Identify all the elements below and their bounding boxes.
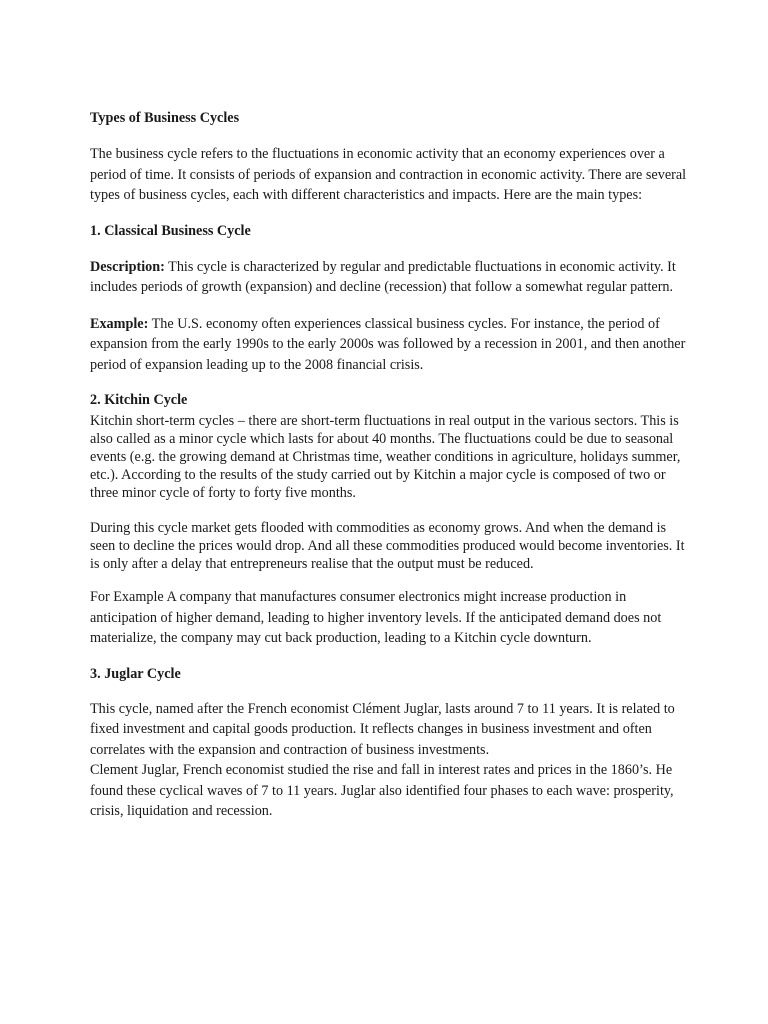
- kitchin-paragraph-1: Kitchin short-term cycles – there are short-term fluctuations in real output in the various sectors. This is also called as a minor cycle which lasts for about 40 months. The fluctuations could be due to seasonal events (e.g. the growing demand at Christmas time, weather conditions in agriculture, holidays summer, etc.). According to the results of the study carried out by Kitchin a major cycle is composed of two or three minor cycle of forty to forty five months.: [90, 413, 681, 501]
- kitchin-paragraph-3: For Example A company that manufactures consumer electronics might increase production in anticipation of higher demand, leading to higher inventory levels. If the anticipated demand does not materialize, the company may cut back production, leading to a Kitchin cycle downturn.: [90, 589, 662, 646]
- juglar-heading: 3. Juglar Cycle: [90, 665, 181, 682]
- classical-example-paragraph: [90, 314, 690, 376]
- kitchin-heading: 2. Kitchin Cycle: [90, 392, 188, 408]
- juglar-paragraph-1: This cycle, named after the French economist Clément Juglar, lasts around 7 to 11 years. It is related to fixed investment and capital goods production. It reflects changes in business investment and often correlates with the expansion and contraction of business investments.: [90, 700, 675, 758]
- example-label: Example:: [90, 315, 149, 332]
- description-text: This cycle is characterized by regular and predictable fluctuations in economic activity. It includes periods of growth (expansion) and decline (recession) that follow a somewhat regular pattern.: [90, 258, 676, 295]
- document-content: [90, 108, 690, 822]
- intro-paragraph: The business cycle refers to the fluctuations in economic activity that an economy experiences over a period of time. It consists of periods of expansion and contraction in economic activity. There are several types of business cycles, each with different characteristics and impacts. Here are the main types:: [90, 146, 687, 203]
- document-title: Types of Business Cycles: [90, 110, 240, 126]
- description-label: Description:: [90, 258, 165, 275]
- example-text: The U.S. economy often experiences classical business cycles. For instance, the period of expansion from the early 1990s to the early 2000s was followed by a recession in 2001, and then another period of expansion leading up to the 2008 financial crisis.: [90, 315, 686, 373]
- juglar-paragraph-2: Clement Juglar, French economist studied the rise and fall in interest rates and prices in the 1860’s. He found these cyclical waves of 7 to 11 years. Juglar also identified four phases to each wave: prosperity, crisis, liquidation and recession.: [90, 762, 674, 819]
- classical-description-paragraph: [90, 257, 690, 298]
- classical-heading: 1. Classical Business Cycle: [90, 222, 251, 239]
- kitchin-paragraph-2: During this cycle market gets flooded with commodities as economy grows. And when the demand is seen to decline the prices would drop. And all these commodities produced would become inventories. It is only after a delay that entrepreneurs realise that the output must be reduced.: [90, 520, 685, 572]
